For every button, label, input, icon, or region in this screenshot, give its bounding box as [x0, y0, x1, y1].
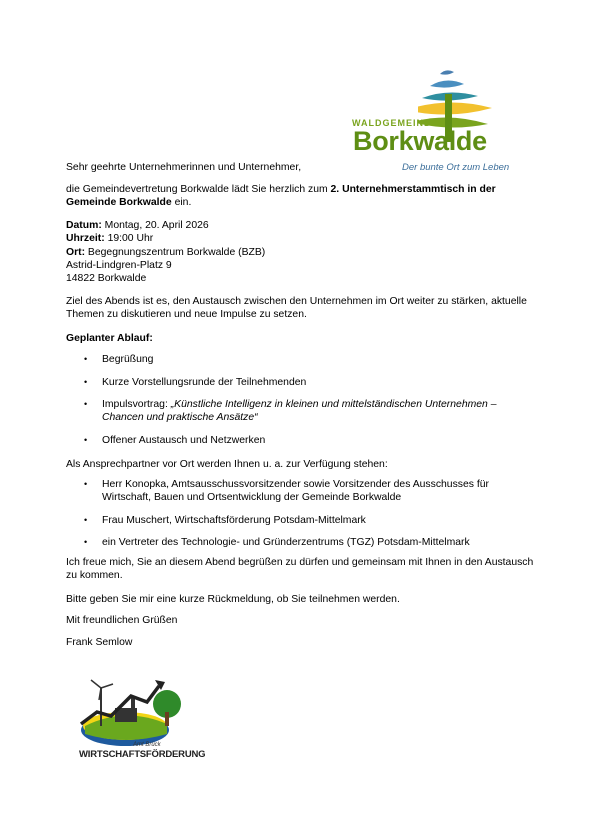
plan-item-3: [102, 398, 532, 425]
date-label: Datum:: [66, 220, 102, 231]
bullet-icon: •: [84, 354, 88, 364]
street-line: Astrid-Lindgren-Platz 9: [66, 259, 172, 271]
bullet-icon: •: [84, 435, 88, 445]
event-details: [66, 219, 536, 285]
time-line: [66, 232, 536, 245]
logo-slogan: Der bunte Ort zum Leben: [402, 162, 510, 173]
intro-text-end: ein.: [171, 197, 192, 209]
talk-label: Impulsvortrag:: [102, 399, 171, 410]
time-label: Uhrzeit:: [66, 233, 105, 245]
emblem-subtitle: Amt Brück: [133, 742, 161, 748]
contact-1: Herr Konopka, Amtsausschussvorsitzender sowie Vorsitzender des Ausschusses für Wirtschaft, Bauen und Ortsentwicklung der Gemeinde Borkwalde: [102, 479, 489, 504]
intro-paragraph: [66, 183, 536, 210]
logo-title: Borkwalde: [353, 126, 487, 156]
logo-subtitle: WALDGEMEINDE: [352, 118, 439, 128]
event-title: 2. Unternehmerstammtisch in der Gemeinde Borkwalde: [66, 184, 496, 209]
signer-name: Frank Semlow: [66, 637, 133, 648]
place-value: Begegnungszentrum Borkwalde (BZB): [85, 246, 266, 258]
contacts-intro: Als Ansprechpartner vor Ort werden Ihnen u. a. zur Verfügung stehen:: [66, 459, 388, 470]
bullet-icon: •: [84, 515, 88, 525]
place-line: [66, 246, 536, 259]
time-value: 19:00 Uhr: [104, 233, 154, 245]
plan-heading: Geplanter Ablauf:: [66, 333, 153, 344]
salutation: Sehr geehrte Unternehmerinnen und Unternehmer,: [66, 162, 302, 173]
closing-paragraph: Ich freue mich, Sie an diesem Abend begrüßen zu dürfen und gemeinsam mit Ihnen in den Austausch zu kommen.: [66, 557, 534, 582]
borkwalde-logo: [352, 66, 510, 176]
plan-item-4: Offener Austausch und Netzwerken: [102, 435, 266, 446]
rsvp-request: Bitte geben Sie mir eine kurze Rückmeldung, ob Sie teilnehmen werden.: [66, 594, 400, 605]
date-line: [66, 219, 536, 232]
contact-2: Frau Muschert, Wirtschaftsförderung Potsdam-Mittelmark: [102, 515, 366, 526]
bullet-icon: •: [84, 537, 88, 547]
plan-item-2: Kurze Vorstellungsrunde der Teilnehmenden: [102, 377, 307, 388]
contact-3: ein Vertreter des Technologie- und Gründerzentrums (TGZ) Potsdam-Mittelmark: [102, 537, 470, 548]
city-line: 14822 Borkwalde: [66, 273, 147, 285]
talk-title: „Künstliche Intelligenz in kleinen und mittelständischen Unternehmen – Chancen und praktische Ansätze“: [102, 399, 497, 424]
greeting: Mit freundlichen Grüßen: [66, 615, 178, 626]
plan-item-1: Begrüßung: [102, 354, 154, 365]
emblem-title: WIRTSCHAFTSFÖRDERUNG: [79, 749, 206, 760]
bullet-icon: •: [84, 399, 88, 409]
date-value: Montag, 20. April 2026: [101, 220, 209, 231]
place-label: Ort:: [66, 246, 86, 258]
economy-emblem-icon: [75, 676, 195, 746]
goal-paragraph: Ziel des Abends ist es, den Austausch zwischen den Unternehmen im Ort weiter zu stärken, aktuelle Themen zu diskutieren und neue Impulse zu setzen.: [66, 296, 527, 321]
wirtschaftsfoerderung-logo: [75, 676, 206, 766]
intro-text: die Gemeindevertretung Borkwalde lädt Sie herzlich zum: [66, 184, 331, 195]
bullet-icon: •: [84, 377, 88, 387]
bullet-icon: •: [84, 479, 88, 489]
